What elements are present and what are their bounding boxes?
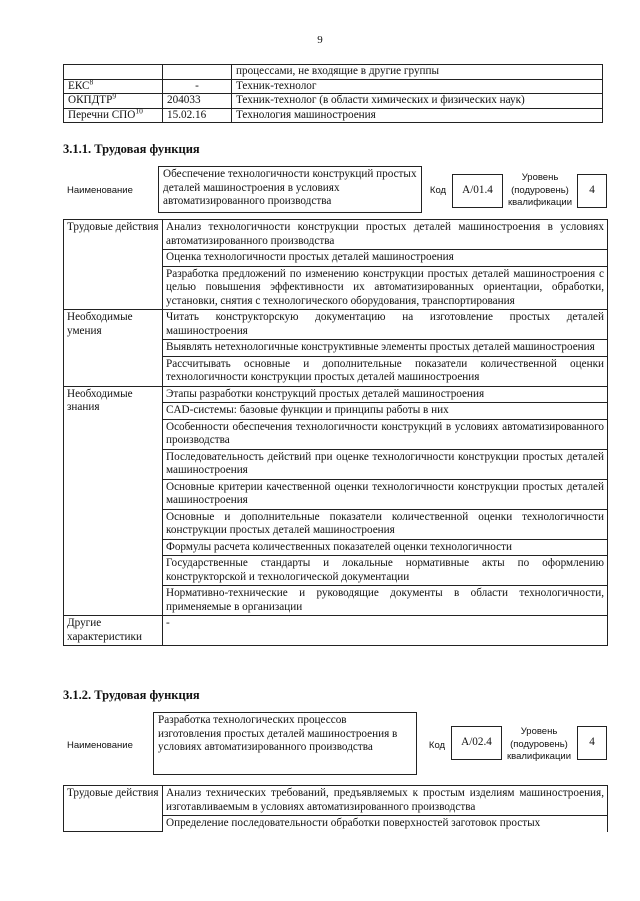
table-cell: 15.02.16 [163, 108, 232, 123]
function-name: Обеспечение технологичности конструкций простых деталей машиностроения в условиях автоматизированного производства [158, 166, 422, 213]
spo-label: Перечни СПО [68, 108, 136, 121]
name-label: Наименование [67, 185, 133, 196]
table-cell [163, 65, 232, 80]
table-cell: Техник-технолог [232, 79, 603, 94]
section-title: 3.1.2. Трудовая функция [63, 688, 200, 702]
footnote-ref: 9 [112, 91, 117, 101]
row-label: Трудовые действия [64, 786, 163, 832]
table-cell: CAD-системы: базовые функции и принципы работы в них [163, 403, 608, 420]
eks-label: ЕКС [68, 79, 90, 92]
footnote-ref: 10 [135, 105, 143, 115]
table-cell: Оценка технологичности простых деталей машиностроения [163, 250, 608, 267]
okpdtr-label: ОКПДТР [68, 94, 113, 106]
table-cell: Техник-технолог (в области химических и физических наук) [232, 94, 603, 109]
table-cell: Рассчитывать основные и дополнительные показатели количественной оценки технологичности конструкции простых деталей машиностроения [163, 356, 608, 386]
table-cell: - [163, 79, 232, 94]
table-cell: Основные и дополнительные показатели количественной оценки технологичности конструкции простых деталей машиностроения [163, 509, 608, 539]
function-code: A/02.4 [451, 726, 502, 760]
table-cell: Определение последовательности обработки поверхностей заготовок простых [163, 816, 608, 832]
table-row [64, 94, 603, 109]
table-cell: Особенности обеспечения технологичности конструкций в условиях автоматизированного производства [163, 419, 608, 449]
name-label: Наименование [67, 740, 133, 751]
table-row [64, 220, 608, 250]
table-cell: Анализ технологичности конструкции простых деталей машиностроения в условиях автоматизированного производства [163, 220, 608, 250]
table-cell: Анализ технических требований, предъявляемых к простым изделиям машиностроения, изготавливаемым в условиях автоматизированного производства [163, 786, 608, 816]
classification-table [63, 64, 603, 123]
table-cell: Технология машиностроения [232, 108, 603, 123]
row-label: Необходимые знания [64, 386, 163, 616]
function-table [63, 219, 608, 646]
table-row [64, 386, 608, 403]
level-label: Уровень (подуровень) квалификации [507, 172, 573, 208]
code-label: Код [429, 185, 447, 196]
table-row [64, 79, 603, 94]
table-cell: процессами, не входящие в другие группы [232, 65, 603, 80]
table-cell: Государственные стандарты и локальные нормативные акты по оформлению конструкторской и технологической документации [163, 556, 608, 586]
table-row [64, 65, 603, 80]
level-label: Уровень (подуровень) квалификации [506, 726, 572, 762]
table-cell [64, 65, 163, 80]
table-cell: Нормативно-технические и руководящие документы в области технологичности, применяемые в организации [163, 586, 608, 616]
table-cell: Выявлять нетехнологичные конструктивные элементы простых деталей машиностроения [163, 340, 608, 357]
function-code: A/01.4 [452, 174, 503, 208]
table-cell [64, 105, 163, 123]
function-table [63, 785, 608, 832]
table-row [64, 616, 608, 646]
table-cell: Последовательность действий при оценке технологичности конструкции простых деталей машиностроения [163, 449, 608, 479]
table-cell: Основные критерии качественной оценки технологичности конструкции простых деталей машиностроения [163, 479, 608, 509]
row-label: Необходимые умения [64, 310, 163, 387]
row-label: Трудовые действия [64, 220, 163, 310]
table-cell: - [163, 616, 608, 646]
table-row [64, 108, 603, 123]
table-cell: Читать конструкторскую документацию на изготовление простых деталей машиностроения [163, 310, 608, 340]
page-number: 9 [317, 34, 323, 46]
table-cell: 204033 [163, 94, 232, 109]
table-row [64, 310, 608, 340]
table-cell: Формулы расчета количественных показателей оценки технологичности [163, 539, 608, 556]
table-cell [64, 91, 163, 109]
qualification-level: 4 [577, 174, 607, 208]
footnote-ref: 8 [89, 76, 94, 86]
table-row [64, 786, 608, 816]
qualification-level: 4 [577, 726, 607, 760]
section-title: 3.1.1. Трудовая функция [63, 142, 200, 156]
function-name: Разработка технологических процессов изготовления простых деталей машиностроения в условиях автоматизированного производства [153, 712, 417, 775]
table-cell: Этапы разработки конструкций простых деталей машиностроения [163, 386, 608, 403]
row-label: Другие характеристики [64, 616, 163, 646]
table-cell: Разработка предложений по изменению конструкции простых деталей машиностроения с целью повышения эффективности их автоматизированных ориентации, обработки, установки, снятия с технологического оборудования, транспортирования [163, 266, 608, 310]
code-label: Код [428, 740, 446, 751]
